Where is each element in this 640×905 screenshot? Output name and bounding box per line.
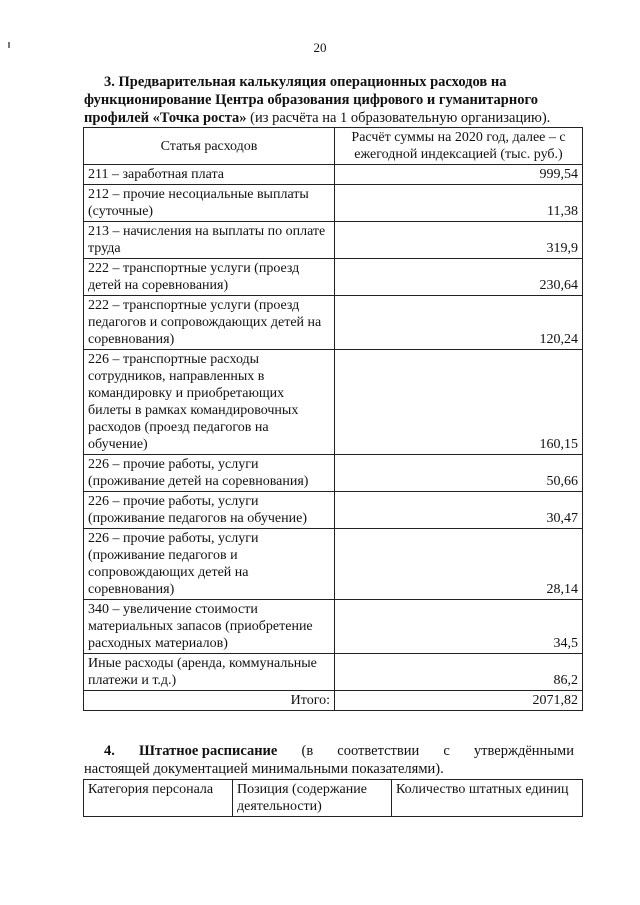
section-4-word: с [443, 743, 450, 759]
costs-total-row [84, 691, 583, 711]
cost-item: 222 – транспортные услуги (проезд педагогов и сопровождающих детей на соревнования) [84, 296, 335, 350]
total-value: 2071,82 [335, 691, 583, 711]
cost-item: 222 – транспортные услуги (проезд детей на соревнования) [84, 259, 335, 296]
section-4-title: Штатное расписание [139, 743, 278, 759]
staff-table [83, 779, 583, 817]
cost-item: 226 – прочие работы, услуги (проживание педагогов на обучение) [84, 492, 335, 529]
section-4-number: 4. [104, 743, 115, 759]
costs-table-body [84, 165, 583, 691]
cost-row [84, 185, 583, 222]
cost-amount: 11,38 [335, 185, 583, 222]
cost-amount: 50,66 [335, 455, 583, 492]
cost-row [84, 529, 583, 600]
section-3-title-line-1: Предварительная калькуляция операционных расходов на [118, 74, 507, 90]
page-number: 20 [313, 40, 327, 55]
cost-row [84, 165, 583, 185]
staff-col-count: Количество штатных единиц [392, 780, 583, 817]
section-3-title-line-3: профилей «Точка роста» [84, 110, 247, 126]
cost-row [84, 296, 583, 350]
cost-amount: 120,24 [335, 296, 583, 350]
cost-amount: 319,9 [335, 222, 583, 259]
costs-table-header [84, 128, 583, 165]
cost-amount: 28,14 [335, 529, 583, 600]
cost-item: 340 – увеличение стоимости материальных запасов (приобретение расходных материалов) [84, 600, 335, 654]
cost-row [84, 492, 583, 529]
cost-amount: 999,54 [335, 165, 583, 185]
cost-item: 226 – прочие работы, услуги (проживание педагогов и сопровождающих детей на соревнования) [84, 529, 335, 600]
cost-amount: 230,64 [335, 259, 583, 296]
section-4-word: утверждёнными [473, 743, 574, 759]
section-3-line-3 [84, 109, 574, 127]
cost-row [84, 222, 583, 259]
section-4-line-1 [84, 742, 574, 760]
header-item: Статья расходов [84, 128, 335, 165]
cost-amount: 30,47 [335, 492, 583, 529]
cost-row [84, 350, 583, 455]
section-4-heading [84, 742, 574, 778]
cost-amount: 86,2 [335, 654, 583, 691]
cost-item: 212 – прочие несоциальные выплаты (суточные) [84, 185, 335, 222]
section-3-line-1 [84, 73, 574, 91]
staff-col-category: Категория персонала [84, 780, 233, 817]
staff-table-header [84, 780, 583, 817]
section-4-word: соответствии [337, 743, 420, 759]
costs-table [83, 127, 583, 711]
total-label: Итого: [84, 691, 335, 711]
cost-item: 211 – заработная плата [84, 165, 335, 185]
section-3-title-line-2: функционирование Центра образования цифрового и гуманитарного [84, 92, 538, 108]
cost-amount: 34,5 [335, 600, 583, 654]
cost-row [84, 600, 583, 654]
section-3-note: (из расчёта на 1 образовательную организацию). [246, 110, 551, 126]
cost-amount: 160,15 [335, 350, 583, 455]
section-3-heading [84, 73, 574, 127]
staff-col-position: Позиция (содержание деятельности) [233, 780, 392, 817]
cost-item: 226 – прочие работы, услуги (проживание детей на соревнования) [84, 455, 335, 492]
section-4-line-2: настоящей документацией минимальными показателями). [84, 761, 444, 777]
cost-row [84, 259, 583, 296]
cost-item: 213 – начисления на выплаты по оплате труда [84, 222, 335, 259]
header-amount: Расчёт суммы на 2020 год, далее – с ежегодной индексацией (тыс. руб.) [335, 128, 583, 165]
section-4-word: (в [301, 743, 314, 759]
cost-row [84, 455, 583, 492]
cost-item: 226 – транспортные расходы сотрудников, направленных в командировку и приобретающих билеты в рамках командировочных расходов (проезд педагогов на обучение) [84, 350, 335, 455]
cost-row [84, 654, 583, 691]
section-3-number: 3. [104, 74, 115, 90]
cost-item: Иные расходы (аренда, коммунальные платежи и т.д.) [84, 654, 335, 691]
